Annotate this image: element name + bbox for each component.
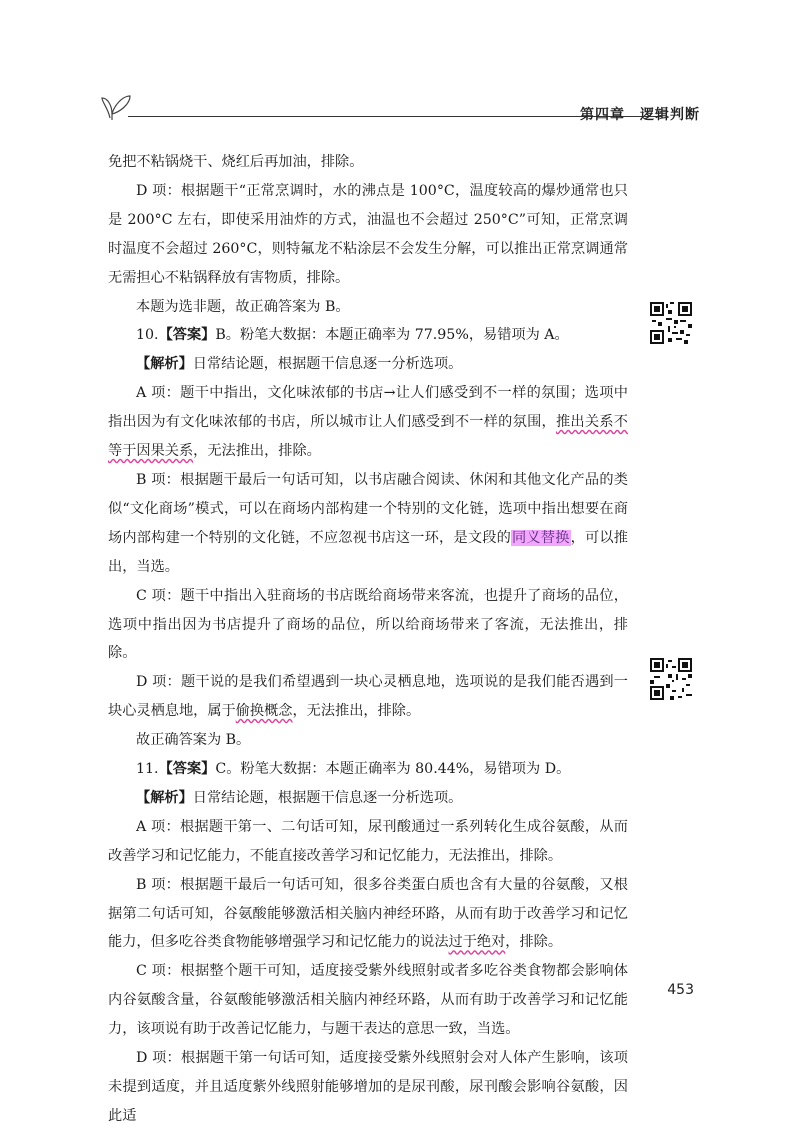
answer-label: 【答案】 xyxy=(158,327,216,344)
q10-analysis: 【解析】日常结论题，根据题干信息逐一分析选项。 xyxy=(136,356,463,373)
q11-option-c: C 项：根据整个题干可知，适度接受紫外线照射或者多吃谷类食物都会影响体内谷氨酸含量，谷氨酸能够激活相关脑内神经环路，从而有助于改善学习和记忆能力，该项说有助于改善记忆能力，与题干表达的意思一致，当选。 xyxy=(108,963,628,1038)
page-header xyxy=(100,92,700,132)
q11-option-d: D 项：根据题干第一句话可知，适度接受紫外线照射会对人体产生影响，该项未提到适度，并且适度紫外线照射能够增加的是尿刊酸，尿刊酸会影响谷氨酸，因此适 xyxy=(108,1050,628,1124)
q10-option-a: A 项：题干中指出，文化味浓郁的书店→让人们感受到不一样的氛围；选项中指出因为有文化味浓郁的书店，所以城市让人们感受到不一样的氛围，推出关系不等于因果关系，无法推出，排除。 xyxy=(108,385,628,460)
wavy-annotation: 偷换概念 xyxy=(235,703,293,720)
qr-code-icon xyxy=(650,658,692,700)
paragraph: 本题为选非题，故正确答案为 B。 xyxy=(136,298,350,315)
chapter-title: 第四章 逻辑判断 xyxy=(580,107,700,123)
q11-answer: 11.【答案】C。粉笔大数据：本题正确率为 80.44%，易错项为 D。 xyxy=(136,761,571,778)
answer-label: 【答案】 xyxy=(158,761,216,778)
wavy-annotation: 推出关系不等于因果关系 xyxy=(108,414,628,460)
paragraph: D 项：根据题干“正常烹调时，水的沸点是 100°C，温度较高的爆炒通常也只是 200°C 左右，即使采用油炸的方式，油温也不会超过 250°C”可知，正常烹调时温度不会超过 260°C，则特氟龙不粘涂层不会发生分解，可以推出正常烹调通常无需担心不粘锅释放有害物质，排除。 xyxy=(108,182,628,286)
analysis-label: 【解析】 xyxy=(136,789,193,806)
q10-option-b: B 项：根据题干最后一句话可知，以书店融合阅读、休闲和其他文化产品的类似“文化商场”模式，可以在商场内部构建一个特别的文化链，选项中指出想要在商场内部构建一个特别的文化链，不应忽视书店这一环，是文段的同义替换，可以推出，当选。 xyxy=(108,471,628,575)
paragraph: 免把不粘锅烧干、烧红后再加油，排除。 xyxy=(108,154,364,170)
wavy-annotation: 过于绝对 xyxy=(448,934,506,951)
q11-option-b: B 项：根据题干最后一句话可知，很多谷类蛋白质也含有大量的谷氨酸，又根据第二句话可知，谷氨酸能够激活相关脑内神经环路，从而有助于改善学习和记忆能力，但多吃谷类食物能够增强学习和记忆能力的说法过于绝对，排除。 xyxy=(108,876,628,951)
highlight-annotation: 同义替换 xyxy=(512,529,570,546)
page-body xyxy=(108,148,628,1131)
q10-answer: 10.【答案】B。粉笔大数据：本题正确率为 77.95%，易错项为 A。 xyxy=(136,327,569,344)
q11-option-a: A 项：根据题干第一、二句话可知，尿刊酸通过一系列转化生成谷氨酸，从而改善学习和记忆能力，不能直接改善学习和记忆能力，无法推出，排除。 xyxy=(108,818,628,864)
qr-code-icon xyxy=(650,302,692,344)
analysis-label: 【解析】 xyxy=(136,356,193,373)
q10-option-d: D 项：题干说的是我们希望遇到一块心灵栖息地，选项说的是我们能否遇到一块心灵栖息地，属于偷换概念，无法推出，排除。 xyxy=(108,674,628,720)
q10-conclusion: 故正确答案为 B。 xyxy=(136,732,251,749)
q10-option-c: C 项：题干中指出入驻商场的书店既给商场带来客流，也提升了商场的品位，选项中指出因为书店提升了商场的品位，所以给商场带来了客流，无法推出，排除。 xyxy=(108,587,628,662)
page-number: 453 xyxy=(667,982,694,998)
q11-analysis: 【解析】日常结论题，根据题干信息逐一分析选项。 xyxy=(136,789,463,806)
